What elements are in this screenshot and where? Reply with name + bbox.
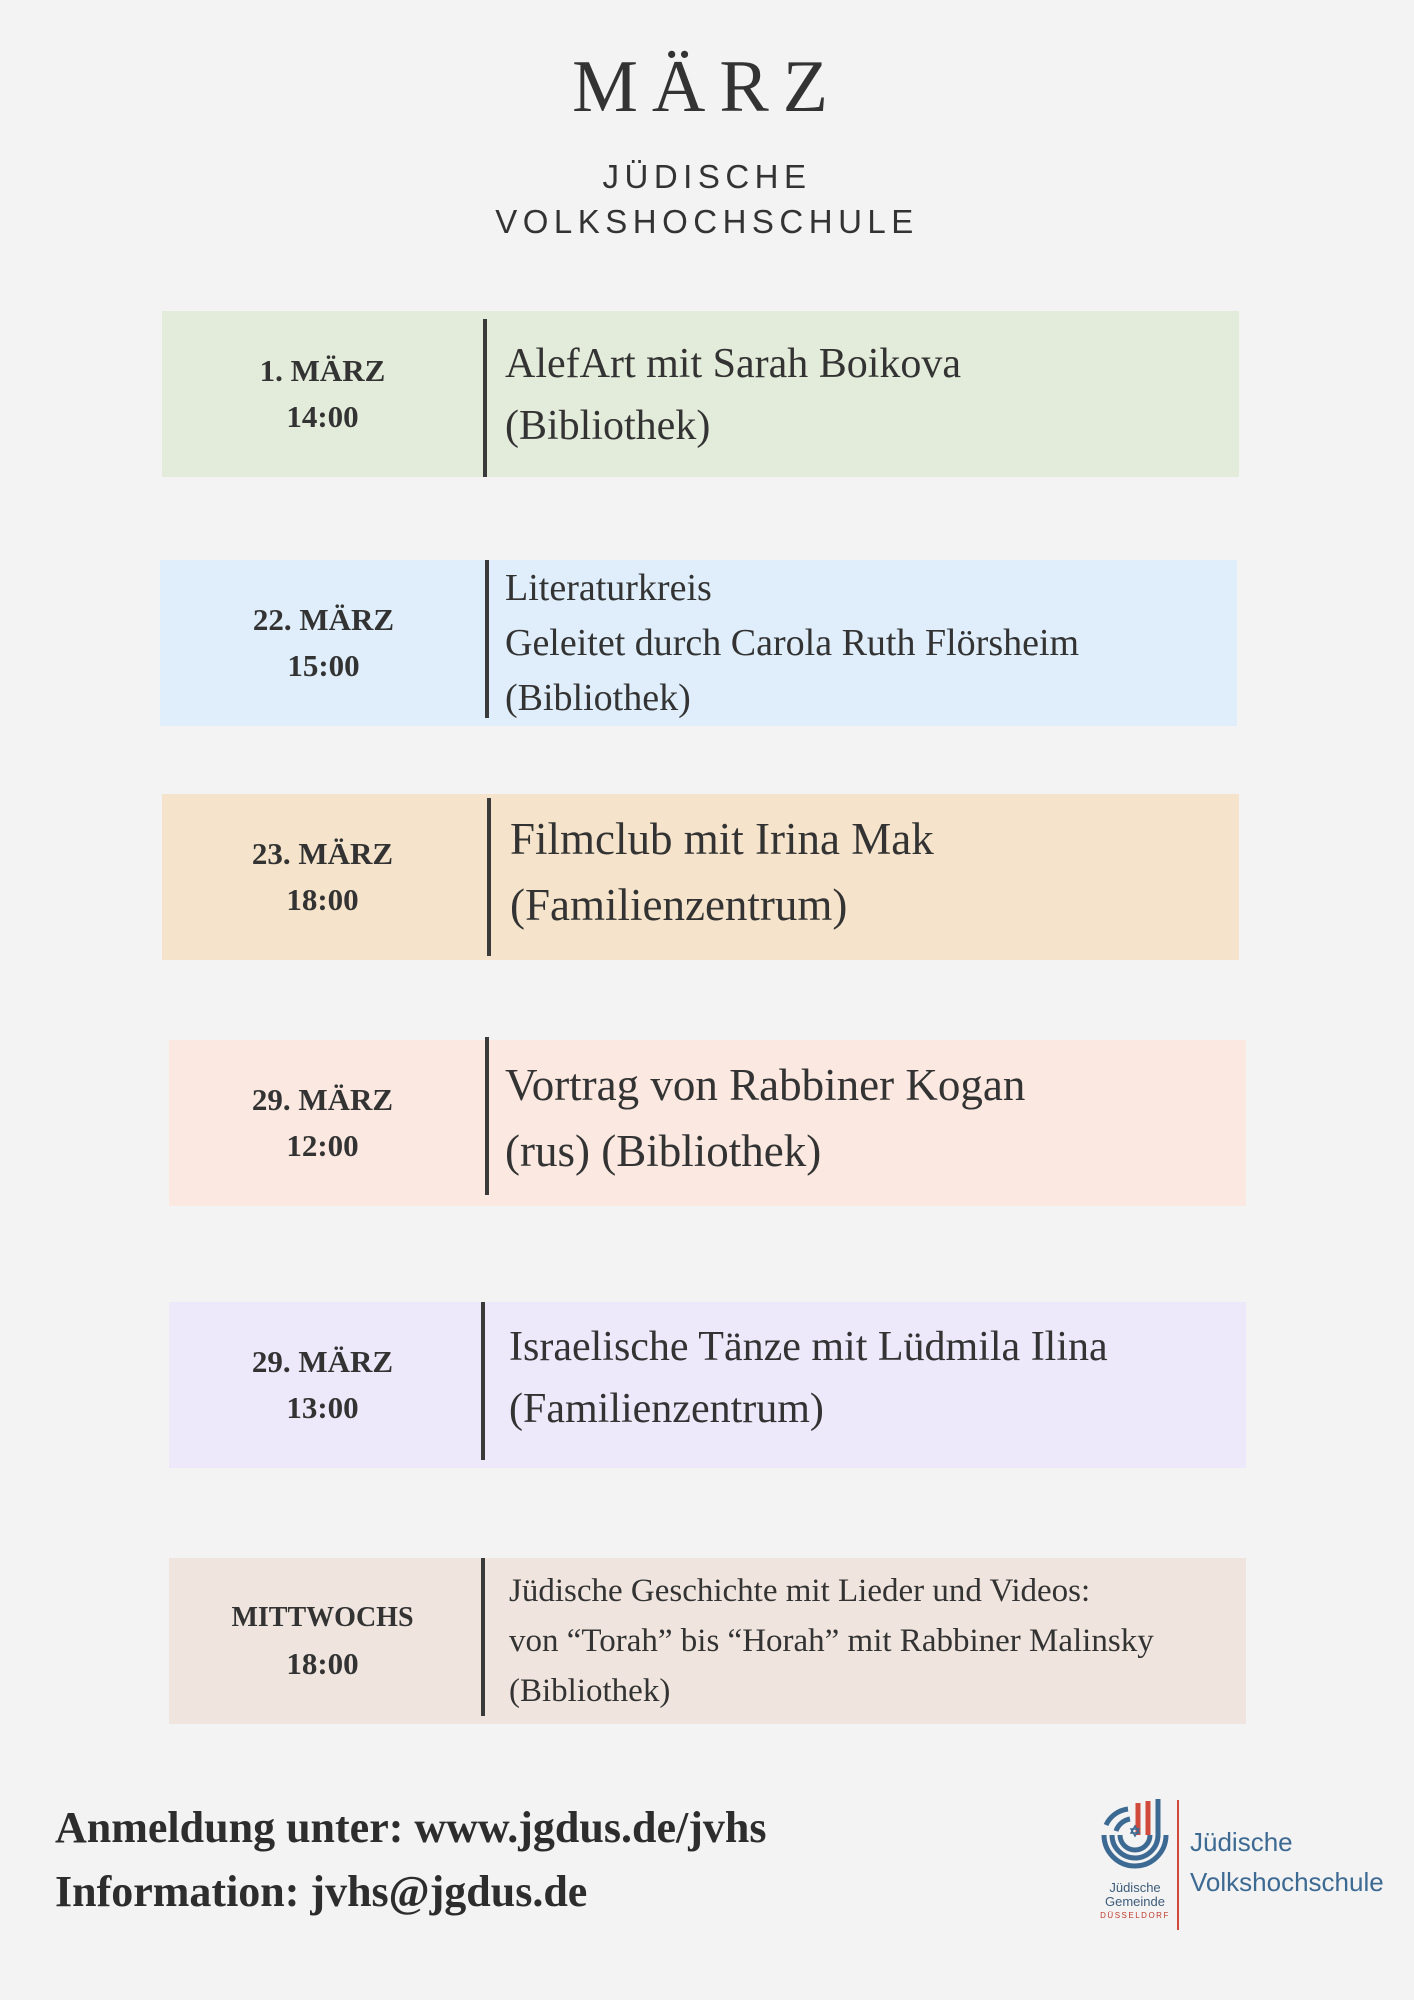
- event-card: [169, 1302, 1246, 1468]
- divider: [487, 798, 491, 956]
- event-description: [509, 1316, 1108, 1440]
- event-line: Jüdische Geschichte mit Lieder und Videos:: [509, 1573, 1091, 1609]
- subtitle-line-1: JÜDISCHE: [602, 158, 812, 195]
- event-line: (Bibliothek): [509, 1673, 671, 1709]
- event-date: MITTWOCHS: [231, 1602, 414, 1633]
- event-line: (Bibliothek): [505, 677, 691, 719]
- logo-name-line: Jüdische: [1190, 1827, 1293, 1857]
- logo-caption: [1090, 1881, 1180, 1923]
- event-date: 22. MÄRZ: [252, 602, 395, 637]
- divider: [485, 1037, 489, 1195]
- information-email[interactable]: Information: jvhs@jgdus.de: [55, 1867, 588, 1916]
- event-time: 12:00: [286, 1128, 359, 1163]
- event-time: 18:00: [286, 882, 359, 917]
- event-time: 13:00: [286, 1390, 359, 1425]
- logo-caption-line: Gemeinde: [1105, 1894, 1165, 1909]
- registration-link[interactable]: Anmeldung unter: www.jgdus.de/jvhs: [55, 1803, 767, 1852]
- event-line: Israelische Tänze mit Lüdmila Ilina: [509, 1324, 1108, 1370]
- event-datetime: [162, 794, 483, 960]
- divider: [485, 560, 489, 718]
- event-datetime: [162, 1040, 483, 1206]
- event-line: (Familienzentrum): [509, 1386, 824, 1432]
- jvhs-logo: [1082, 1795, 1382, 1935]
- event-card: [169, 1040, 1246, 1206]
- event-time: 14:00: [286, 399, 359, 434]
- logo-divider: [1177, 1800, 1179, 1930]
- event-card: [162, 794, 1239, 960]
- event-description: [509, 1566, 1154, 1716]
- logo-name-line: Volkshochschule: [1190, 1867, 1384, 1897]
- event-line: Vortrag von Rabbiner Kogan: [505, 1060, 1026, 1110]
- event-description: [505, 561, 1079, 726]
- event-description: [505, 1052, 1025, 1184]
- event-line: (Bibliothek): [505, 403, 711, 449]
- divider: [481, 1558, 485, 1716]
- divider: [483, 319, 487, 477]
- logo-city: DÜSSELDORF: [1100, 1911, 1170, 1920]
- event-time: 18:00: [286, 1646, 359, 1681]
- event-date: 29. MÄRZ: [251, 1082, 394, 1117]
- event-datetime: [163, 560, 484, 726]
- event-description: [505, 333, 961, 457]
- event-date: 1. MÄRZ: [259, 353, 386, 388]
- event-date: 23. MÄRZ: [251, 836, 394, 871]
- event-card: [160, 560, 1237, 726]
- event-datetime: [162, 311, 483, 477]
- event-time: 15:00: [287, 648, 360, 683]
- event-line: Geleitet durch Carola Ruth Flörsheim: [505, 622, 1080, 664]
- event-line: (rus) (Bibliothek): [505, 1126, 822, 1176]
- event-line: Literaturkreis: [505, 567, 712, 609]
- event-line: (Familienzentrum): [510, 880, 848, 930]
- event-description: [510, 806, 934, 938]
- event-card: [162, 311, 1239, 477]
- event-datetime: [162, 1558, 483, 1724]
- event-datetime: [162, 1302, 483, 1468]
- jewish-community-emblem-icon: [1090, 1795, 1180, 1885]
- event-line: von “Torah” bis “Horah” mit Rabbiner Malinsky: [509, 1623, 1154, 1659]
- event-line: Filmclub mit Irina Mak: [510, 814, 934, 864]
- subtitle-line-2: VOLKSHOCHSCHULE: [495, 203, 919, 240]
- month-title: MÄRZ: [572, 46, 842, 128]
- event-date: 29. MÄRZ: [251, 1344, 394, 1379]
- divider: [481, 1302, 485, 1460]
- event-line: AlefArt mit Sarah Boikova: [505, 341, 962, 387]
- logo-caption-line: Jüdische: [1109, 1880, 1161, 1895]
- event-card: [169, 1558, 1246, 1724]
